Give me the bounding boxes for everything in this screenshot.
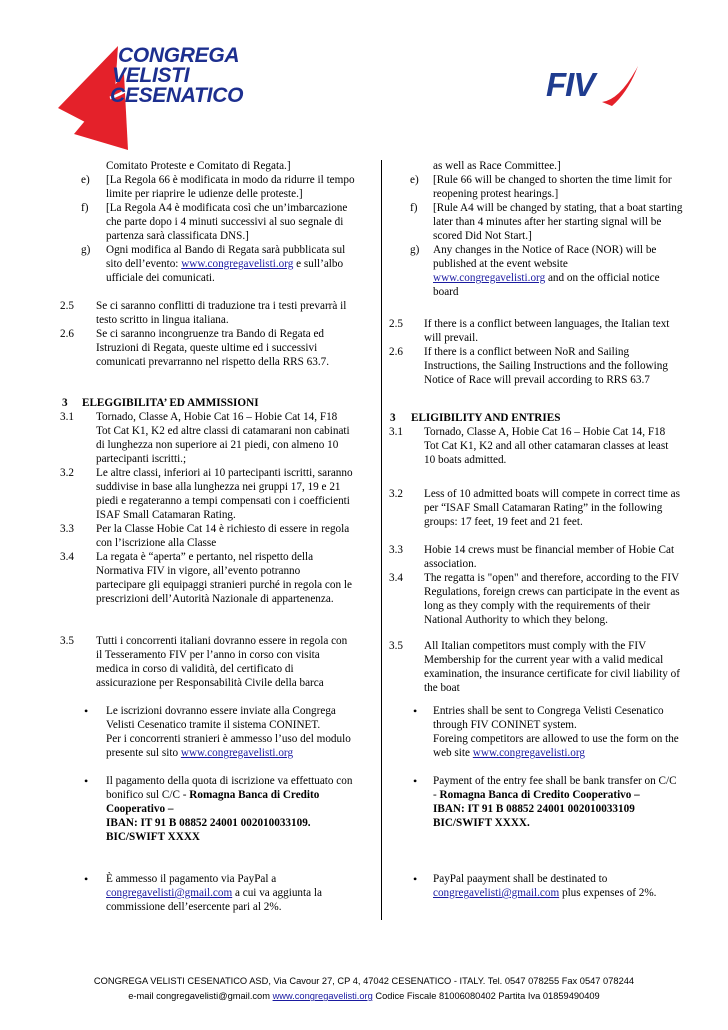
left-text: Se ci saranno incongruenze tra Bando di Regata ed <box>96 328 325 340</box>
right-text: The regatta is "open" and therefore, according to the FIV <box>424 572 680 584</box>
right-text: and on the official notice <box>547 272 660 284</box>
left-text: ISAF Small Catamaran Rating. <box>96 509 236 521</box>
left-letter: e) <box>81 174 90 186</box>
left-text: commissione dell’esercente pari al 2%. <box>106 901 282 913</box>
left-text: Se ci saranno conflitti di traduzione tra i testi prevarrà il <box>96 300 347 312</box>
logo-line-2: VELISTI <box>112 64 190 87</box>
bank-name: Romagna Banca di Credito <box>189 789 320 801</box>
left-text: suddivise in base alla lunghezza nei gruppi 17, 19 e 21 <box>96 481 341 493</box>
left-text: assicurazione per Responsabilità Civile della barca <box>96 677 324 689</box>
section-number: 2.5 <box>60 300 74 312</box>
section-number: 2.5 <box>389 318 403 330</box>
right-text: Regulations, foreign crews can participate in the event as <box>424 586 680 598</box>
right-text: association. <box>424 558 477 570</box>
right-text: Less of 10 admitted boats will compete in correct time as <box>424 488 680 500</box>
bic-swift: BIC/SWIFT XXXX. <box>433 817 530 829</box>
right-text: Tot Cat K1, K2 and all other catamaran classes at least <box>424 440 669 452</box>
left-text: bonifico sul C/C - <box>106 789 187 801</box>
right-text-line <box>433 747 585 760</box>
right-text: per “ISAF Small Catamaran Rating” in the following <box>424 502 663 514</box>
left-text: partenza sarà classificata DNS.] <box>106 230 249 242</box>
bullet-icon: • <box>84 704 89 718</box>
right-text: through FIV CONINET system. <box>433 719 577 731</box>
left-text: testo scritto in lingua italiana. <box>96 314 229 326</box>
left-letter: f) <box>81 202 89 214</box>
right-text: plus expenses of 2%. <box>561 887 657 899</box>
bullet-icon: • <box>413 774 418 788</box>
bank-name: Romagna Banca di Credito Cooperativo – <box>439 789 640 801</box>
right-text: published at the event website <box>433 258 568 270</box>
right-text: All Italian competitors must comply with the FIV <box>424 640 647 652</box>
left-text: che parte dopo i 4 minuti successivi al suo segnale di <box>106 216 344 228</box>
right-text: board <box>433 286 459 298</box>
section-number: 3.3 <box>389 544 403 556</box>
right-text: [Rule A4 will be changed by stating, that a boat starting <box>433 202 683 214</box>
left-text: Istruzioni di Regata, queste ultime ed i successivi <box>96 342 318 354</box>
section-number: 3.5 <box>389 640 403 652</box>
right-letter: f) <box>410 202 418 214</box>
right-text: Any changes in the Notice of Race (NOR) will be <box>433 244 657 256</box>
section-number: 3.4 <box>60 551 74 563</box>
iban: IBAN: IT 91 B 08852 24001 002010033109. <box>106 817 311 829</box>
left-text: Velisti Cesenatico tramite il sistema CONINET. <box>106 719 321 731</box>
footer-website-link[interactable]: www.congregavelisti.org <box>272 991 373 1001</box>
right-text: Payment of the entry fee shall be bank transfer on C/C <box>433 775 677 787</box>
right-text: Hobie 14 crews must be financial member of Hobie Cat <box>424 544 675 556</box>
left-text: e sull’albo <box>296 258 344 270</box>
section-number: 3.1 <box>389 426 403 438</box>
left-text: di lunghezza non superiore ai 21 piedi, con almeno 10 <box>96 439 339 451</box>
left-text: Tutti i concorrenti italiani dovranno essere in regola con <box>96 635 348 647</box>
logo-line-1: CONGREGA <box>118 44 240 67</box>
left-text: a cui va aggiunta la <box>234 887 322 899</box>
right-text: Instructions, the Sailing Instructions and the following <box>424 360 668 372</box>
left-text: piedi e regateranno a tempi compensati con i coefficienti <box>96 495 350 507</box>
left-text: medica in corso di validità, del certificato di <box>96 663 294 675</box>
right-letter: e) <box>410 174 419 186</box>
left-text: il Tesseramento FIV per l’anno in corso con visita <box>96 649 320 661</box>
section-number: 3 <box>390 412 396 424</box>
right-text-line <box>433 272 660 285</box>
website-link[interactable]: www.congregavelisti.org <box>180 747 294 759</box>
section-number: 2.6 <box>389 346 403 358</box>
left-text: Il pagamento della quota di iscrizione va effettuato con <box>106 775 353 787</box>
website-link[interactable]: www.congregavelisti.org <box>181 258 294 270</box>
bank-name: Cooperativo – <box>106 803 174 815</box>
section-number: 3 <box>62 397 68 409</box>
footer-email: e-mail congregavelisti@gmail.com <box>128 991 270 1001</box>
right-text: National Authority to which they belong. <box>424 614 608 626</box>
right-text: PayPal paayment shall be destinated to <box>433 873 608 885</box>
right-text: as well as Race Committee.] <box>433 160 561 172</box>
fiv-logo-text: FIV <box>546 66 595 103</box>
left-text: presente sul sito <box>106 747 179 759</box>
right-text: long as they comply with the requirements of their <box>424 600 651 612</box>
left-text: partecipanti iscritti.; <box>96 453 187 465</box>
website-link[interactable]: www.congregavelisti.org <box>433 272 546 284</box>
left-text: Le iscrizioni dovranno essere inviate alla Congrega <box>106 705 336 717</box>
right-text: [Rule 66 will be changed to shorten the time limit for <box>433 174 672 186</box>
left-text: Le altre classi, inferiori ai 10 partecipanti iscritti, saranno <box>96 467 353 479</box>
section-number: 3.1 <box>60 411 74 423</box>
left-text: Ogni modifica al Bando di Regata sarà pubblicata sul <box>106 244 346 256</box>
section-number: 2.6 <box>60 328 74 340</box>
left-text: La regata è “aperta” e pertanto, nel rispetto della <box>96 551 314 563</box>
right-text: Membership for the current year with a valid medical <box>424 654 664 666</box>
left-text: limite per riaprire le udienze delle proteste.] <box>106 188 303 200</box>
right-text: examination, the insurance certificate for civil liability of <box>424 668 680 680</box>
right-text: - <box>433 789 437 801</box>
left-text: Tornado, Classe A, Hobie Cat 16 – Hobie Cat 14, F18 <box>96 411 338 423</box>
right-text: 10 boats admitted. <box>424 454 507 466</box>
left-text: Normativa FIV in vigore, all’evento potranno <box>96 565 301 577</box>
footer-contacts <box>0 991 728 1001</box>
bullet-icon: • <box>84 774 89 788</box>
left-text: Comitato Proteste e Comitato di Regata.] <box>106 160 291 172</box>
bullet-icon: • <box>84 872 89 886</box>
footer-tax-ids: Codice Fiscale 81006080402 Partita Iva 01859490409 <box>375 991 600 1001</box>
section-heading: ELEGGIBILITA’ ED AMMISSIONI <box>82 397 259 409</box>
logo-line-3: CESENATICO <box>110 84 244 107</box>
footer-address: CONGREGA VELISTI CESENATICO ASD, Via Cavour 27, CP 4, 47042 CESENATICO - ITALY. Tel. 0547 078255 Fax 0547 078244 <box>93 976 635 986</box>
left-text: prescrizioni dell’Autorità Nazionale di appartenenza. <box>96 593 334 605</box>
right-text-line <box>433 887 656 900</box>
left-letter: g) <box>81 244 91 256</box>
left-text: Per la Classe Hobie Cat 14 è richiesto di essere in regola <box>96 523 350 535</box>
section-number: 3.5 <box>60 635 74 647</box>
right-text: scored Did Not Start.] <box>433 230 532 242</box>
right-text: If there is a conflict between NoR and Sailing <box>424 346 630 358</box>
left-text: partecipare gli equipaggi stranieri purché in regola con le <box>96 579 352 591</box>
left-text: [La Regola 66 è modificata in modo da ridurre il tempo <box>106 174 355 186</box>
right-text: groups: 17 feet, 19 feet and 21 feet. <box>424 516 583 528</box>
right-text: Entries shall be sent to Congrega Velisti Cesenatico <box>433 705 664 717</box>
right-text: Tornado, Classe A, Hobie Cat 16 – Hobie Cat 14, F18 <box>424 426 666 438</box>
right-text: Foreing competitors are allowed to use the form on the <box>433 733 679 745</box>
section-number: 3.4 <box>389 572 403 584</box>
left-text: sito dell’evento: <box>106 258 179 270</box>
section-number: 3.2 <box>389 488 403 500</box>
website-link[interactable]: www.congregavelisti.org <box>472 747 585 759</box>
bullet-icon: • <box>413 872 418 886</box>
right-text: the boat <box>424 682 460 694</box>
right-text: later than 4 minutes after her starting signal will be <box>433 216 662 228</box>
right-text: will prevail. <box>424 332 479 344</box>
left-text: Tot Cat K1, K2 ed altre classi di catamarani non cabinati <box>96 425 350 437</box>
right-text: web site <box>433 747 470 759</box>
bic-swift: BIC/SWIFT XXXX <box>106 831 200 843</box>
email-link[interactable]: congregavelisti@gmail.com <box>433 887 560 899</box>
bullet-icon: • <box>413 704 418 718</box>
right-text-line <box>433 789 640 802</box>
section-number: 3.2 <box>60 467 74 479</box>
section-number: 3.3 <box>60 523 74 535</box>
left-text: con l’iscrizione alla Classe <box>96 537 217 549</box>
email-link[interactable]: congregavelisti@gmail.com <box>106 887 233 899</box>
left-text: È ammesso il pagamento via PayPal a <box>106 873 277 885</box>
right-text: reopening protest hearings.] <box>433 188 559 200</box>
left-text: ufficiale dei comunicati. <box>106 272 215 284</box>
left-text: [La Regola A4 è modificata così che un’imbarcazione <box>106 202 348 214</box>
iban: IBAN: IT 91 B 08852 24001 002010033109 <box>433 803 635 815</box>
section-heading: ELIGIBILITY AND ENTRIES <box>411 412 561 424</box>
right-letter: g) <box>410 244 420 256</box>
right-text: If there is a conflict between languages, the Italian text <box>424 318 670 330</box>
left-text: comunicati prevarranno nel rispetto della RRS 63.7. <box>96 356 330 368</box>
right-text: Notice of Race will prevail according to RRS 63.7 <box>424 374 650 386</box>
left-text: Per i concorrenti stranieri è ammesso l’uso del modulo <box>106 733 351 745</box>
